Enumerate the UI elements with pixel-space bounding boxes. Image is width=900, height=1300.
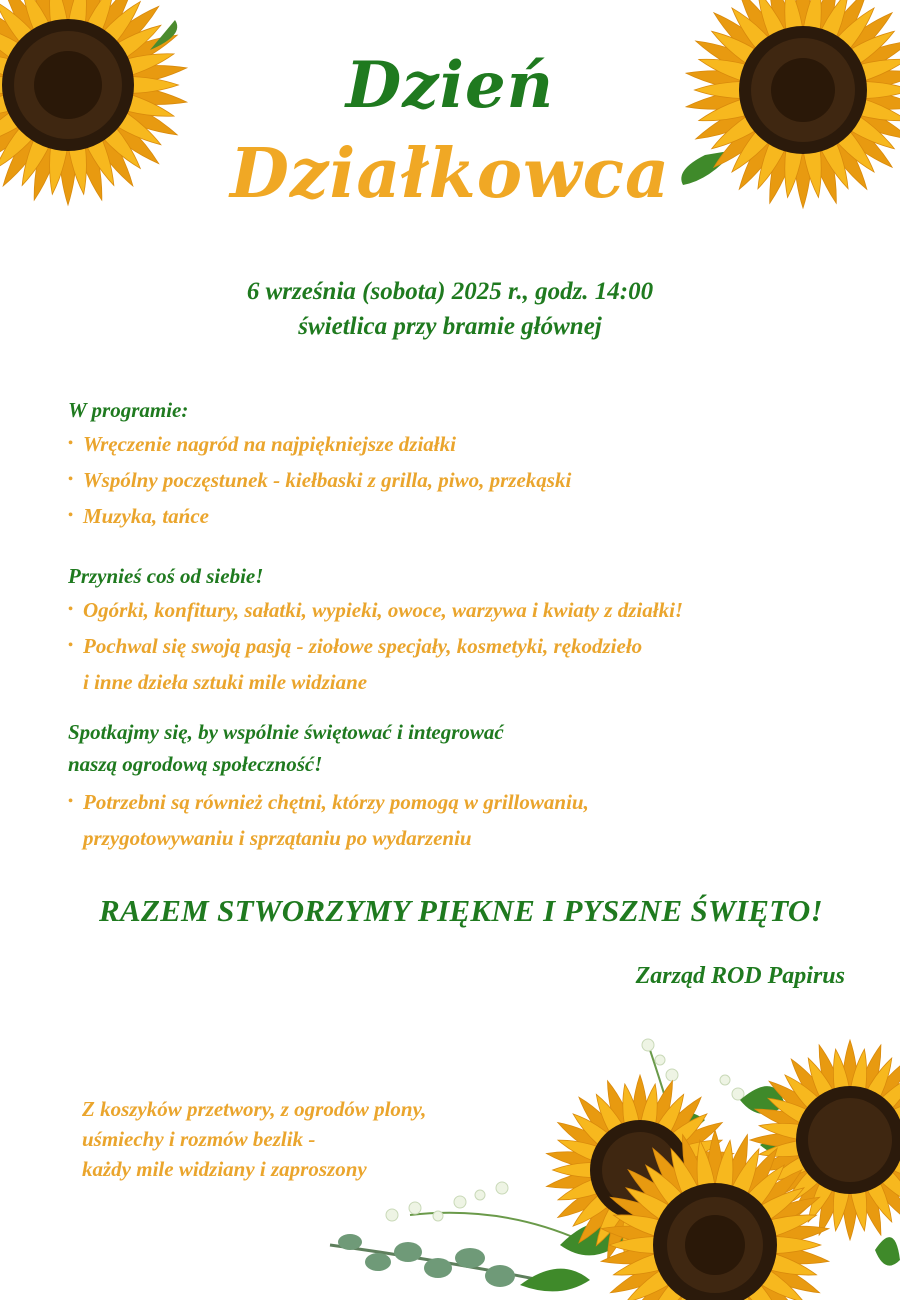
meet-item-text: Potrzebni są również chętni, którzy pomogą w grillowaniu, (83, 790, 589, 814)
program-item: • Wspólny poczęstunek - kiełbaski z grilla, piwo, przekąski (68, 468, 572, 492)
meet-section (68, 716, 868, 856)
meet-item-text-cont: przygotowywaniu i sprzątaniu po wydarzeniu (83, 826, 472, 850)
signature: Zarząd ROD Papirus (635, 963, 845, 989)
bring-item-text: Pochwal się swoją pasją - ziołowe specjały, kosmetyki, rękodzieło (83, 634, 643, 658)
event-venue: świetlica przy bramie głównej (298, 313, 602, 340)
event-date: 6 września (sobota) 2025 r., godz. 14:00 (246, 278, 654, 305)
title-line-2: Działkowca (229, 134, 671, 214)
bring-item: • Ogórki, konfitury, sałatki, wypieki, owoce, warzywa i kwiaty z działki! (68, 598, 684, 622)
meet-heading: Spotkajmy się, by wspólnie świętować i integrować (68, 720, 504, 744)
program-item: • Muzyka, tańce (68, 504, 209, 528)
program-section (68, 394, 868, 534)
poem-line: każdy mile widziany i zaproszony (82, 1157, 367, 1181)
sunflower-bouquet-icon (320, 1030, 900, 1300)
program-item: • Wręczenie nagród na najpiękniejsze działki (68, 432, 456, 456)
slogan: RAZEM STWORZYMY PIĘKNE I PYSZNE ŚWIĘTO! (99, 893, 823, 928)
program-item-text: Wspólny poczęstunek - kiełbaski z grilla, piwo, przekąski (83, 468, 572, 492)
meet-heading-cont: naszą ogrodową społeczność! (68, 752, 323, 776)
bring-item-text: Ogórki, konfitury, sałatki, wypieki, owoce, warzywa i kwiaty z działki! (83, 598, 684, 622)
bring-heading: Przynieś coś od siebie! (68, 564, 264, 588)
bring-section (68, 560, 868, 700)
program-item-text: Muzyka, tańce (83, 504, 209, 528)
poem-line: uśmiechy i rozmów bezlik - (82, 1127, 316, 1151)
title-line-1: Dzień (345, 48, 555, 123)
program-heading: W programie: (68, 398, 189, 422)
bring-item: • Pochwal się swoją pasją - ziołowe specjały, kosmetyki, rękodzieło i inne dzieła sztuki mile widziane (68, 628, 868, 700)
program-item-text: Wręczenie nagród na najpiękniejsze działki (83, 432, 456, 456)
bring-item-text-cont: i inne dzieła sztuki mile widziane (83, 670, 368, 694)
poem-line: Z koszyków przetwory, z ogrodów plony, (82, 1097, 427, 1121)
meet-item: • Potrzebni są również chętni, którzy pomogą w grillowaniu, przygotowywaniu i sprzątaniu po wydarzeniu (68, 784, 868, 856)
